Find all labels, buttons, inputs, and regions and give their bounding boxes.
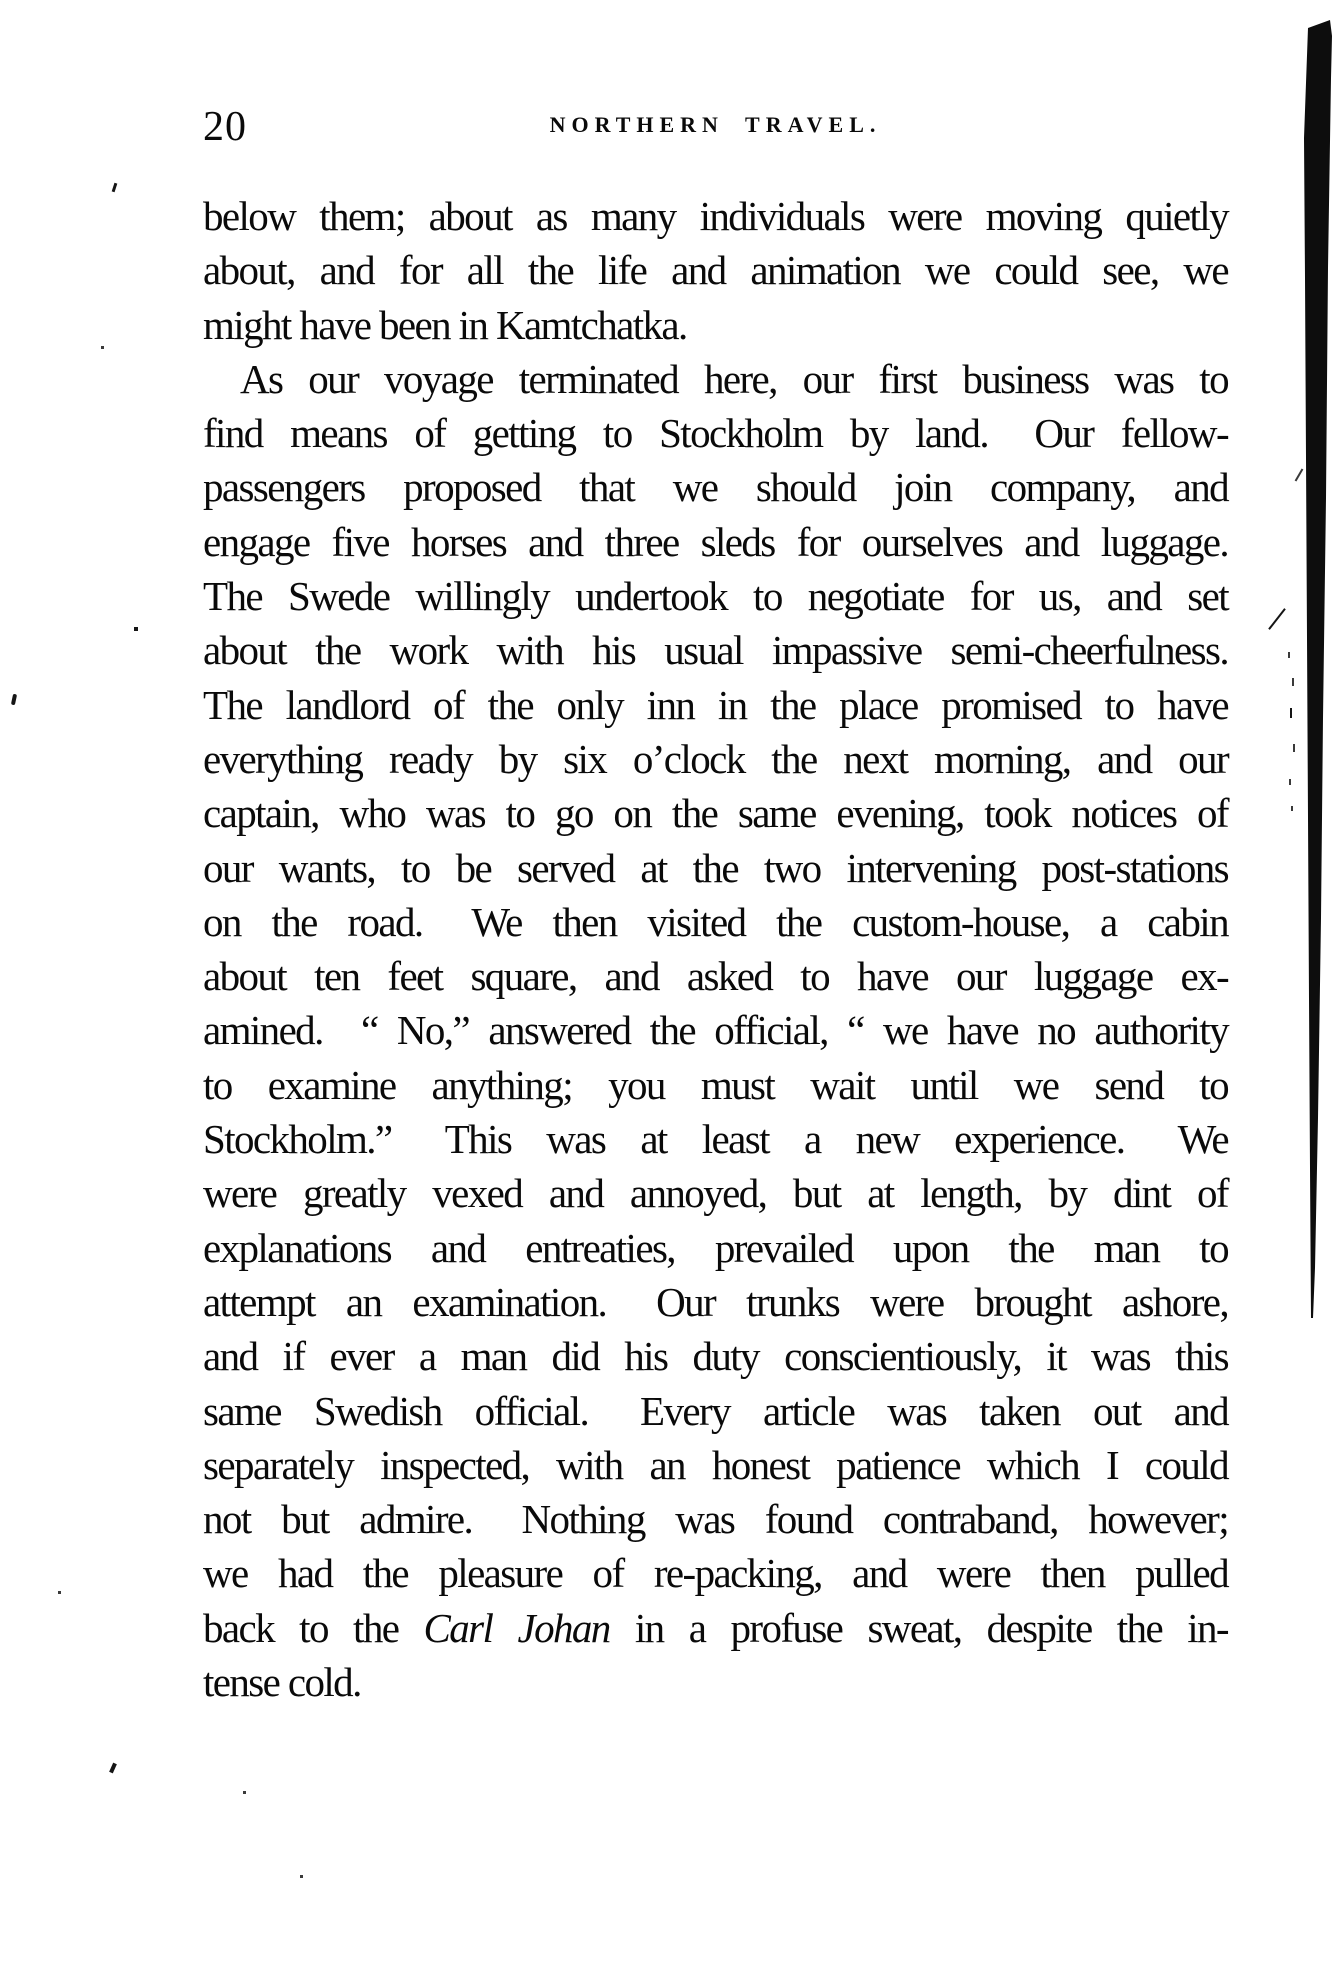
text-line: were greatly vexed and annoyed, but at length, by dint of	[203, 1170, 1228, 1217]
scan-fuzz	[1289, 779, 1291, 785]
text-line: passengers proposed that we should join company, and	[203, 464, 1228, 511]
scan-speck	[300, 1875, 303, 1878]
text-line: about, and for all the life and animation we could see, we	[203, 247, 1228, 294]
text-line: everything ready by six o’clock the next morning, and our	[203, 735, 1228, 782]
text-line: As our voyage terminated here, our first business was to	[240, 355, 1228, 402]
text-line: our wants, to be served at the two intervening post-stations	[203, 844, 1228, 891]
scan-fuzz	[1292, 678, 1294, 686]
text-line: attempt an examination. Our trunks were brought ashore,	[203, 1278, 1228, 1325]
body-text	[203, 189, 1228, 1709]
page-number: 20	[203, 104, 247, 150]
scan-speck	[58, 1591, 61, 1594]
running-head: NORTHERN TRAVEL.	[549, 112, 882, 137]
text-line: about ten feet square, and asked to have our luggage ex-	[203, 953, 1228, 1000]
text-line: explanations and entreaties, prevailed upon the man to	[203, 1224, 1228, 1271]
text-line: amined. “ No,” answered the official, “ we have no authority	[203, 1007, 1228, 1054]
text-segment: back to the	[203, 1604, 424, 1651]
text-line: tense cold.	[203, 1659, 361, 1706]
text-line: captain, who was to go on the same evening, took notices of	[203, 790, 1228, 837]
scan-speck	[134, 627, 138, 631]
scan-fuzz	[1288, 652, 1290, 658]
text-line: Stockholm.” This was at least a new experience. We	[203, 1116, 1228, 1163]
scan-speck	[11, 694, 17, 706]
scan-fuzz	[1293, 744, 1295, 752]
gutter-bar-shape	[1304, 20, 1332, 1318]
scan-gutter-artifact	[1300, 18, 1335, 1348]
text-line: below them; about as many individuals were moving quietly	[203, 193, 1228, 239]
scan-scratch	[1268, 608, 1286, 630]
text-line: The landlord of the only inn in the place promised to have	[203, 681, 1228, 728]
text-line: The Swede willingly undertook to negotiate for us, and set	[203, 573, 1228, 620]
text-line: about the work with his usual impassive semi-cheerfulness.	[203, 627, 1228, 674]
text-line: same Swedish official. Every article was taken out and	[203, 1387, 1228, 1434]
text-line: find means of getting to Stockholm by land. Our fellow-	[203, 410, 1228, 457]
text-segment: in a profuse sweat, despite the in-	[609, 1604, 1228, 1651]
text-line: and if ever a man did his duty conscientiously, it was this	[203, 1333, 1228, 1380]
text-line: on the road. We then visited the custom-house, a cabin	[203, 898, 1228, 945]
scan-speck	[101, 346, 104, 349]
scan-fuzz	[1290, 708, 1292, 718]
text-line: engage five horses and three sleds for ourselves and luggage.	[203, 518, 1228, 565]
text-line: we had the pleasure of re-packing, and were then pulled	[203, 1550, 1228, 1597]
scan-speck	[112, 183, 118, 192]
text-line: separately inspected, with an honest patience which I could	[203, 1441, 1228, 1488]
scan-fuzz	[1291, 806, 1293, 811]
scan-speck	[243, 1791, 246, 1794]
text-line	[203, 1601, 1228, 1655]
ship-name-italic: Carl Johan	[423, 1604, 610, 1651]
scan-speck	[109, 1763, 117, 1774]
text-line: to examine anything; you must wait until we send to	[203, 1061, 1228, 1108]
text-line: might have been in Kamtchatka.	[203, 301, 687, 348]
text-line: not but admire. Nothing was found contraband, however;	[203, 1496, 1228, 1543]
